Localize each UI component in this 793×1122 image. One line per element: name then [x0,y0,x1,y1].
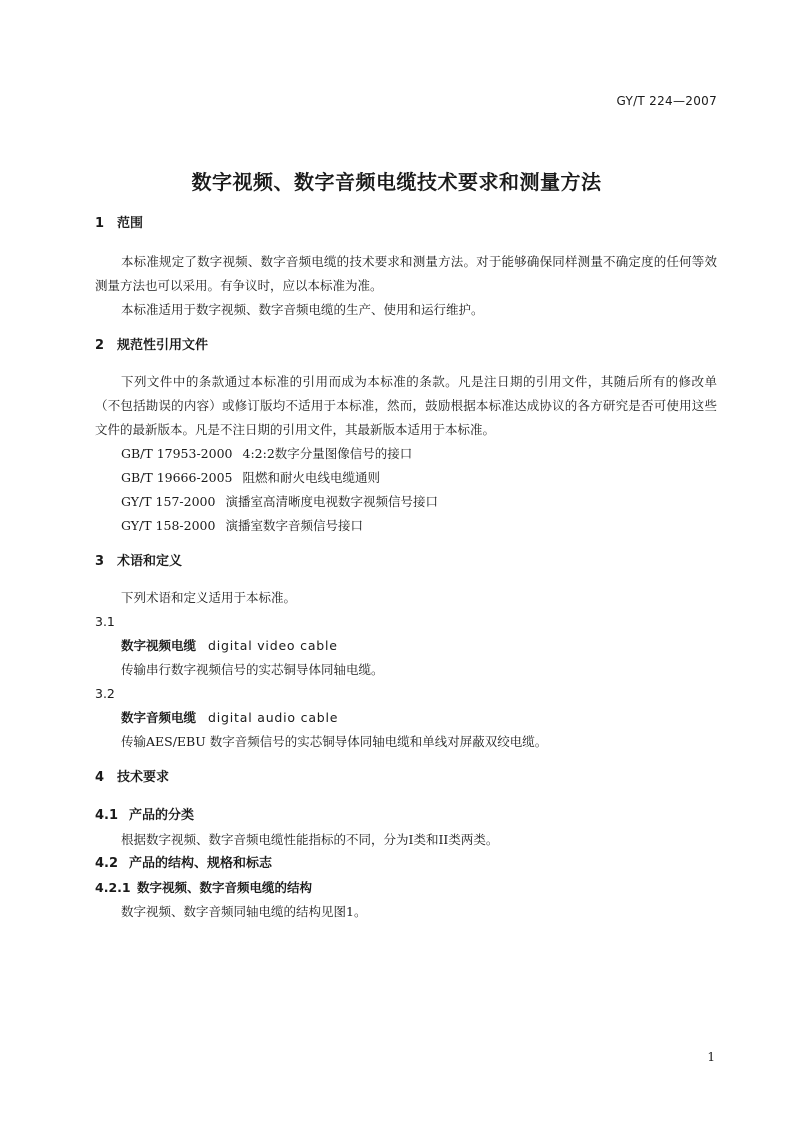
section-2-heading [95,334,717,358]
term-definition: 传输串行数字视频信号的实芯铜导体同轴电缆。 [121,662,384,677]
paragraph: 下列文件中的条款通过本标准的引用而成为本标准的条款。凡是注日期的引用文件，其随后所有的修改单（不包括勘误的内容）或修订版均不适用于本标准，然而，鼓励根据本标准达成协议的各方研究是否可使用这些文件的最新版本。凡是不注日期的引用文件，其最新版本适用于本标准。 [95,374,717,437]
reference-item [95,442,717,466]
reference-code: GB/T 17953-2000 [121,446,233,461]
term-name-cn: 数字视频电缆 [121,638,197,653]
paragraph: 本标准规定了数字视频、数字音频电缆的技术要求和测量方法。对于能够确保同样测量不确定度的任何等效测量方法也可以采用。有争议时，应以本标准为准。 [95,254,717,293]
paragraph: 本标准适用于数字视频、数字音频电缆的生产、使用和运行维护。 [121,302,484,317]
page-number: 1 [707,1050,715,1064]
paragraph: 下列术语和定义适用于本标准。 [121,590,297,605]
standard-number: GY/T 224—2007 [616,94,717,108]
subsection-title: 数字视频、数字音频电缆的结构 [137,880,313,895]
section-4-heading [95,766,717,790]
document-title: 数字视频、数字音频电缆技术要求和测量方法 [191,170,602,194]
section-number: 2 [95,338,105,353]
reference-title: 演播室高清晰度电视数字视频信号接口 [225,494,438,509]
section-title: 范围 [117,216,144,231]
section-title: 术语和定义 [117,554,183,569]
section-3-heading [95,550,717,574]
term-number: 3.1 [95,614,115,629]
term-name [95,634,717,658]
section-1-heading [95,212,717,236]
section-number: 3 [95,554,105,569]
reference-title: 演播室数字音频信号接口 [225,518,363,533]
subsection-number: 4.2 [95,856,119,871]
subsection-number: 4.2.1 [95,880,131,895]
subsection-4-2-1-heading [95,876,717,900]
section-title: 规范性引用文件 [117,338,209,353]
section-number: 1 [95,216,105,231]
reference-item [95,490,717,514]
reference-code: GY/T 158-2000 [121,518,216,533]
reference-item [95,514,717,538]
reference-item [95,466,717,490]
term-number: 3.2 [95,686,115,701]
subsection-4-1-heading [95,804,717,828]
paragraph: 根据数字视频、数字音频电缆性能指标的不同，分为I类和II类两类。 [121,832,499,847]
section-title: 技术要求 [117,770,170,785]
reference-code: GB/T 19666-2005 [121,470,233,485]
reference-code: GY/T 157-2000 [121,494,216,509]
subsection-title: 产品的分类 [129,808,195,823]
term-definition: 传输AES/EBU 数字音频信号的实芯铜导体同轴电缆和单线对屏蔽双绞电缆。 [121,734,548,749]
term-name-en: digital audio cable [208,710,339,725]
paragraph: 数字视频、数字音频同轴电缆的结构见图1。 [121,904,367,919]
document-body [95,212,717,924]
subsection-title: 产品的结构、规格和标志 [129,856,273,871]
reference-title: 4:2:2数字分量图像信号的接口 [242,446,413,461]
subsection-4-2-heading [95,852,717,876]
term-name [95,706,717,730]
section-number: 4 [95,770,105,785]
term-name-cn: 数字音频电缆 [121,710,197,725]
reference-title: 阻燃和耐火电线电缆通则 [242,470,381,485]
subsection-number: 4.1 [95,808,119,823]
term-name-en: digital video cable [208,638,338,653]
